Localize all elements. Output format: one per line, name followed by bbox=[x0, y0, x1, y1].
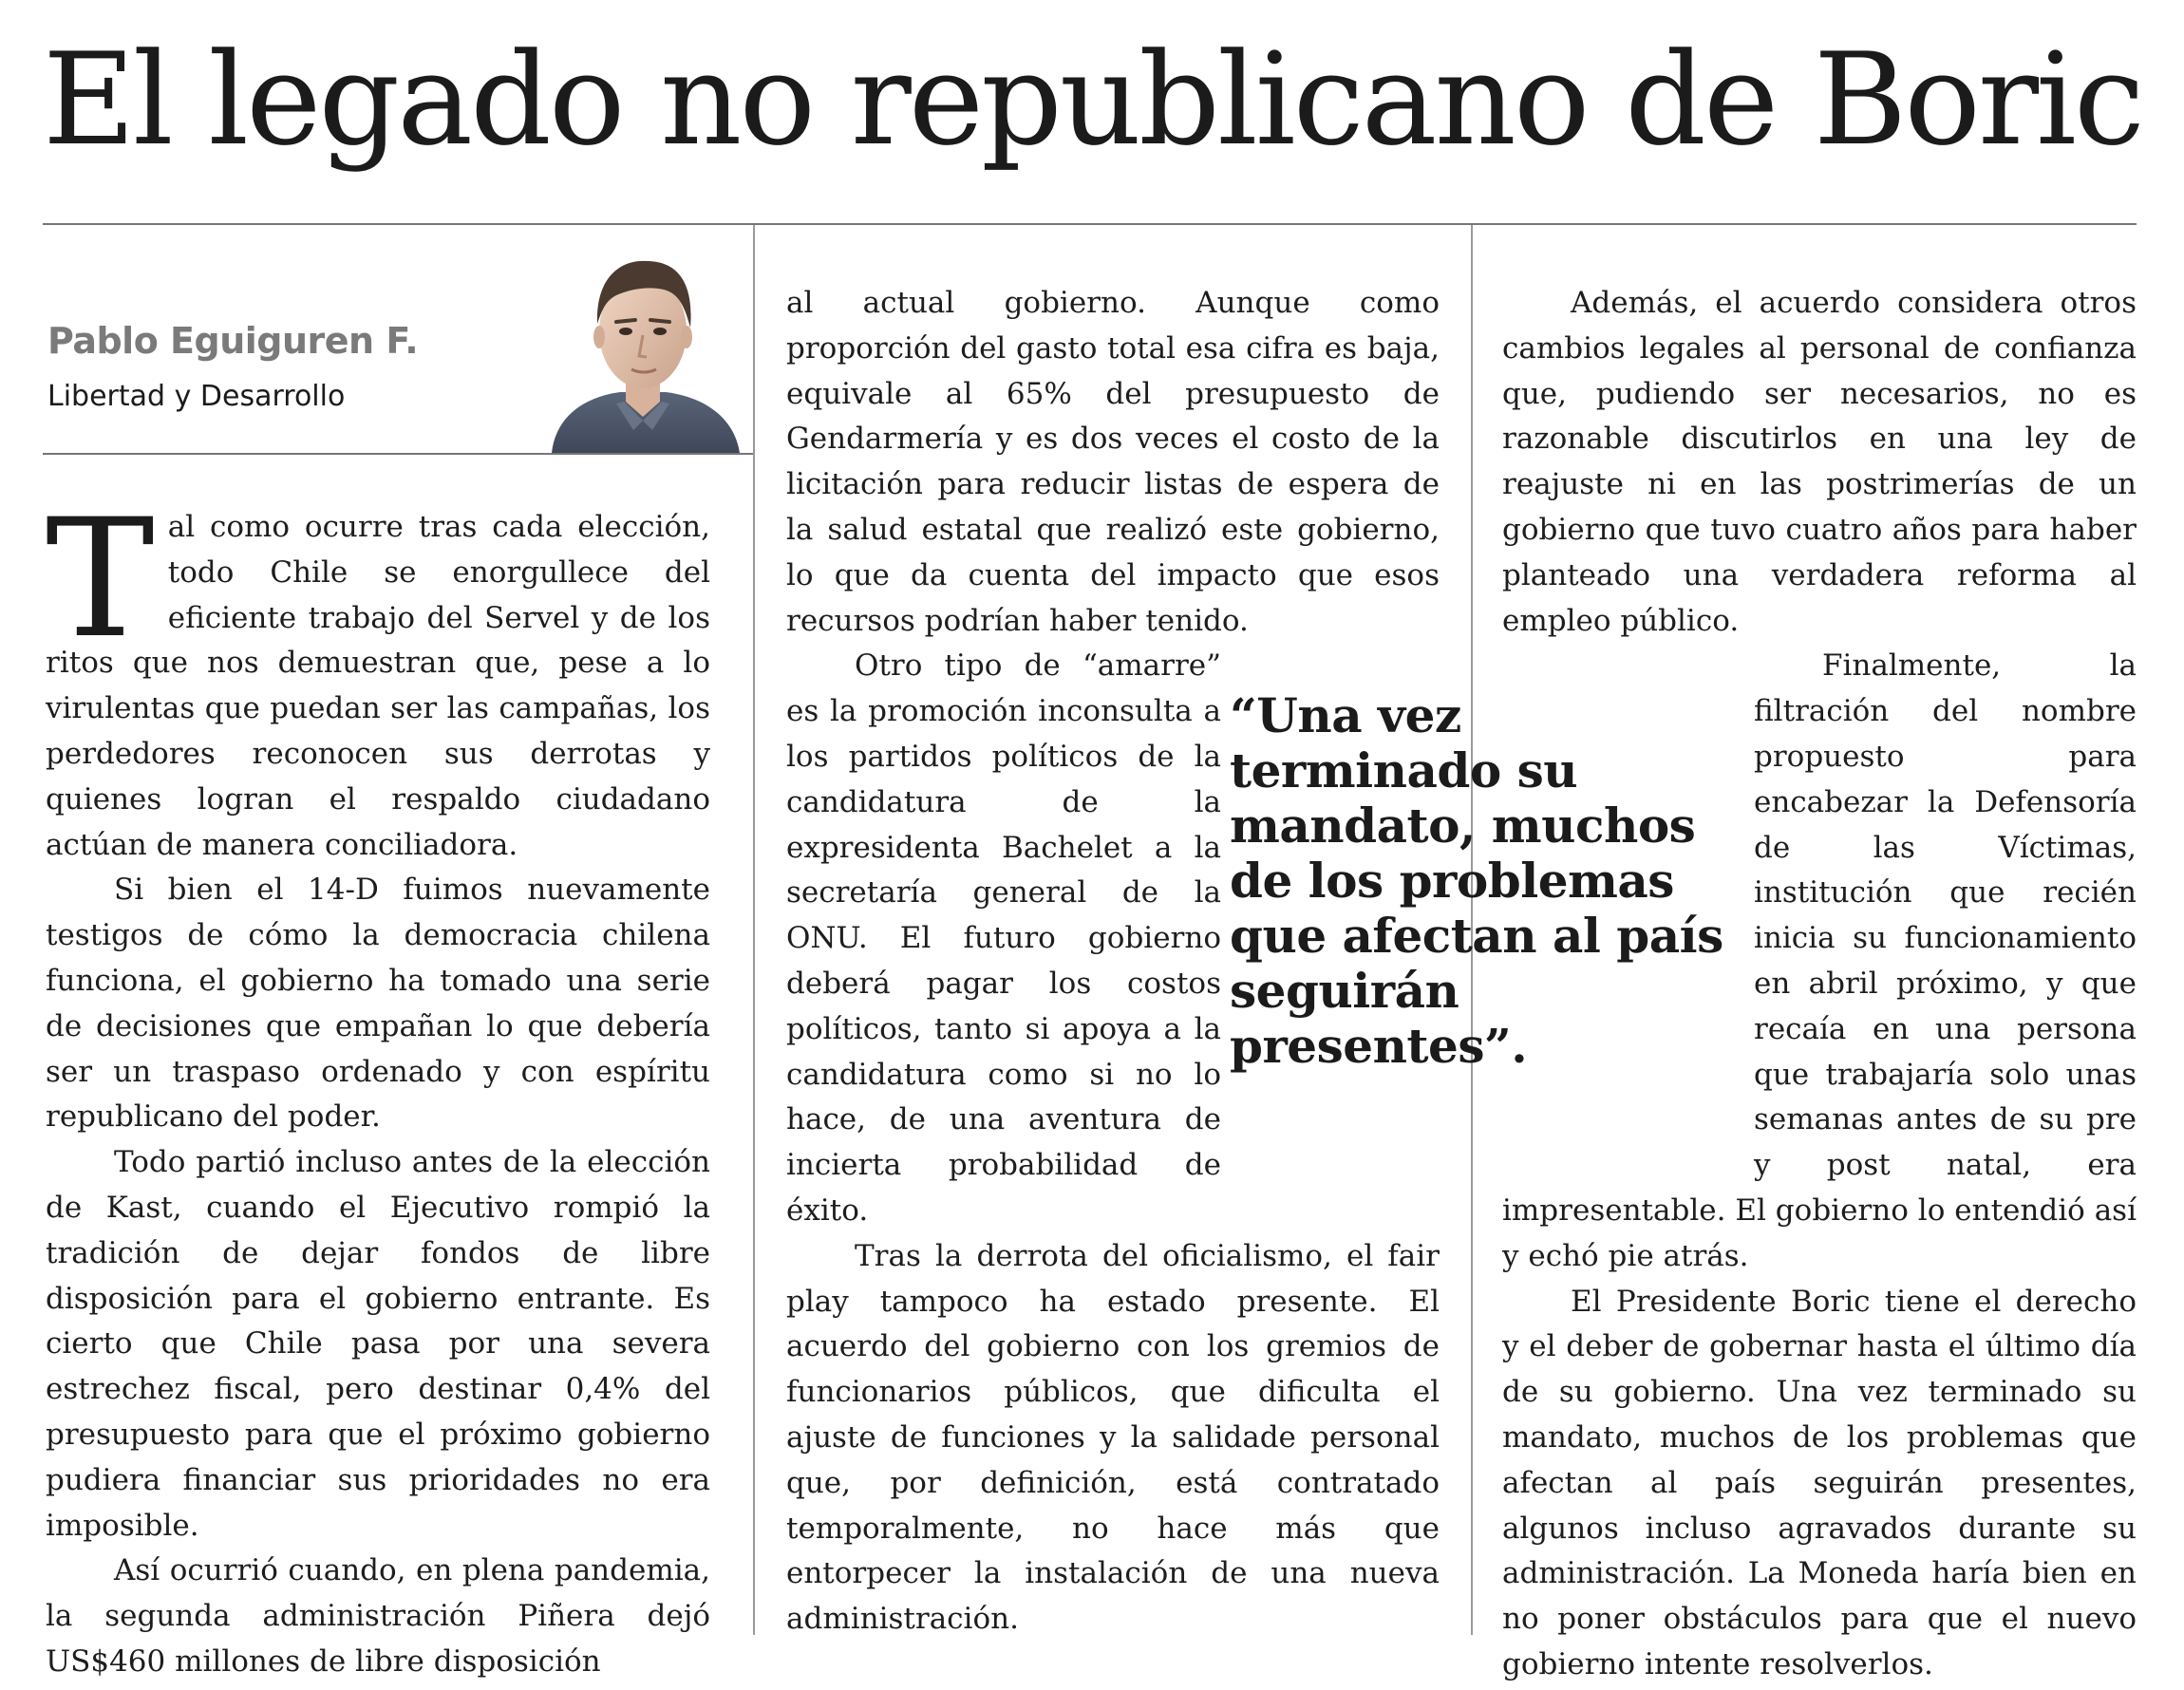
paragraph: Tras la derrota del oficialismo, el fair play tampoco ha estado presente. El acuerdo del gobierno con los gremios de funcionarios públicos, que dificulta el ajuste de funciones y la salidade personal que, por definición, está contratado temporalmente, no hace más que entorpecer la instalación de una nueva administración. bbox=[786, 1238, 1440, 1637]
paragraph: El Presidente Boric tiene el derecho y el deber de gobernar hasta el último día de su gobierno. Una vez terminado su mandato, muchos de los problemas que afectan al país seguirán presentes, algunos incluso agravados durante su administración. La Moneda haría bien en no poner obstáculos para que el nuevo gobierno intente resolverlos. bbox=[1502, 1284, 2137, 1681]
pull-quote: “Una vez terminado su mandato, muchos de los problemas que afectan al país seguirán presentes”. bbox=[1230, 687, 1723, 1074]
paragraph: Finalmente, la filtración del nombre propuesto para encabezar la Defensoría de las Víctimas, institución que recién inicia su funcionamiento en abril próximo, y que recaía en una persona que trabajaría solo unas semanas antes de su pre y post natal, era impresentable. El gobierno lo entendió así y echó pie atrás. bbox=[1502, 648, 2137, 1273]
column-divider-1 bbox=[753, 225, 755, 1635]
paragraph: Todo partió incluso antes de la elección de Kast, cuando el Ejecutivo rompió la tradición de dejar fondos de libre disposición para el gobierno entrante. Es cierto que Chile pasa por una severa estrechez fiscal, pero destinar 0,4% del presupuesto para que el próximo gobierno pudiera financiar sus prioridades no era imposible. bbox=[46, 1145, 710, 1543]
paragraph: Otro tipo de “amarre” es la promoción inconsulta a los partidos políticos de la candidatura de la expresidenta Bachelet a la secretaría general de la ONU. El futuro gobierno deberá pagar los costos políticos, tanto si apoya a la candidatura como si no lo hace, de una aventura de incierta probabilidad de éxito. bbox=[786, 648, 1221, 1228]
author-byline bbox=[43, 225, 753, 453]
author-affiliation: Libertad y Desarrollo bbox=[47, 380, 346, 413]
author-rule bbox=[43, 453, 753, 455]
paragraph: Si bien el 14-D fuimos nuevamente testigos de cómo la democracia chilena funciona, el gobierno ha tomado una serie de decisiones que empañan lo que debería ser un traspaso ordenado y con espíritu republicano del poder. bbox=[46, 873, 710, 1135]
article-column-1 bbox=[46, 483, 710, 1685]
author-name: Pablo Eguiguren F. bbox=[47, 320, 419, 362]
paragraph: al actual gobierno. Aunque como proporción del gasto total esa cifra es baja, equivale al 65% del presupuesto de Gendarmería y es dos veces el costo de la licitación para reducir listas de espera de la salud estatal que realizó este gobierno, lo que da cuenta del impacto que esos recursos podrían haber tenido. bbox=[786, 286, 1440, 638]
drop-cap: T bbox=[46, 483, 155, 674]
author-portrait bbox=[542, 240, 744, 453]
paragraph bbox=[46, 483, 710, 868]
paragraph: Además, el acuerdo considera otros cambios legales al personal de confianza que, pudiendo ser necesarios, no es razonable discutirlos en una ley de reajuste ni en las postrimerías de un gobierno que tuvo cuatro años para haber planteado una verdadera reforma al empleo público. bbox=[1502, 286, 2137, 638]
paragraph-text: al como ocurre tras cada elección, todo Chile se enorgullece del eficiente trabajo del Servel y de los ritos que nos demuestran que, pese a lo virulentas que puedan ser las campañas, los perdedores reconocen sus derrotas y quienes logran el respaldo ciudadano actúan de manera conciliadora. bbox=[46, 510, 710, 862]
headline: El legado no republicano de Boric bbox=[43, 26, 2142, 174]
paragraph: Así ocurrió cuando, en plena pandemia, la segunda administración Piñera dejó US$460 millones de libre disposición bbox=[46, 1553, 710, 1679]
